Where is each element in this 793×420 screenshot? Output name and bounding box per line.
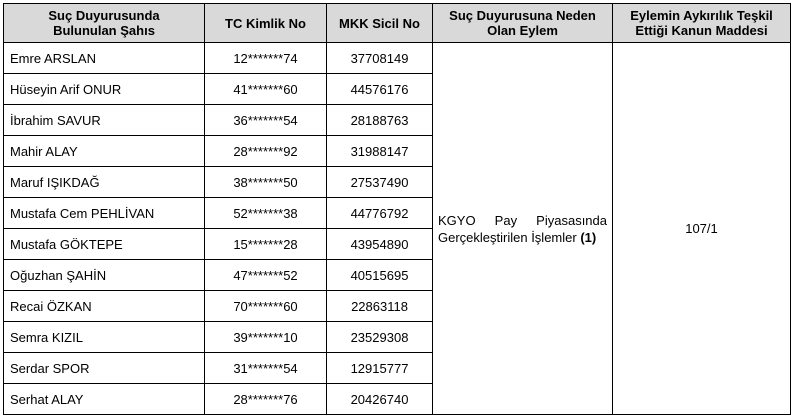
person-name: Serhat ALAY xyxy=(4,384,205,415)
mkk-number: 12915777 xyxy=(327,353,433,384)
mkk-number: 20426740 xyxy=(327,384,433,415)
tc-number: 70*******60 xyxy=(205,291,327,322)
person-name: Oğuzhan ŞAHİN xyxy=(4,260,205,291)
header-law-article xyxy=(613,4,791,43)
header-mkk-number: MKK Sicil No xyxy=(327,4,433,43)
law-article: 107/1 xyxy=(613,43,791,415)
mkk-number: 44776792 xyxy=(327,198,433,229)
mkk-number: 37708149 xyxy=(327,43,433,74)
act-footnote: (1) xyxy=(580,229,597,245)
header-law-line2: Ettiği Kanun Maddesi xyxy=(635,23,768,38)
tc-number: 52*******38 xyxy=(205,198,327,229)
act-description xyxy=(433,43,613,415)
header-act-line1: Suç Duyurusuna Neden xyxy=(449,8,596,23)
mkk-number: 31988147 xyxy=(327,136,433,167)
tc-number: 28*******76 xyxy=(205,384,327,415)
act-line1: KGYO Pay Piyasasında xyxy=(438,212,607,228)
mkk-number: 44576176 xyxy=(327,74,433,105)
tc-number: 39*******10 xyxy=(205,322,327,353)
tc-number: 15*******28 xyxy=(205,229,327,260)
person-name: İbrahim SAVUR xyxy=(4,105,205,136)
person-name: Emre ARSLAN xyxy=(4,43,205,74)
mkk-number: 43954890 xyxy=(327,229,433,260)
tc-number: 38*******50 xyxy=(205,167,327,198)
mkk-number: 22863118 xyxy=(327,291,433,322)
tc-number: 47*******52 xyxy=(205,260,327,291)
header-act-line2: Olan Eylem xyxy=(487,23,558,38)
person-name: Semra KIZIL xyxy=(4,322,205,353)
header-person-line2: Bulunulan Şahıs xyxy=(53,23,155,38)
header-person-line1: Suç Duyurusunda xyxy=(48,8,160,23)
header-tc-number: TC Kimlik No xyxy=(205,4,327,43)
act-line2: Gerçekleştirilen İşlemler xyxy=(438,229,577,245)
header-law-line1: Eylemin Aykırılık Teşkil xyxy=(630,8,773,23)
tc-number: 41*******60 xyxy=(205,74,327,105)
person-name: Mahir ALAY xyxy=(4,136,205,167)
person-name: Maruf IŞIKDAĞ xyxy=(4,167,205,198)
tc-number: 31*******54 xyxy=(205,353,327,384)
table-row xyxy=(4,43,791,74)
mkk-number: 27537490 xyxy=(327,167,433,198)
header-person xyxy=(4,4,205,43)
mkk-number: 23529308 xyxy=(327,322,433,353)
person-name: Hüseyin Arif ONUR xyxy=(4,74,205,105)
header-act xyxy=(433,4,613,43)
person-name: Serdar SPOR xyxy=(4,353,205,384)
person-name: Recai ÖZKAN xyxy=(4,291,205,322)
tc-number: 36*******54 xyxy=(205,105,327,136)
person-name: Mustafa Cem PEHLİVAN xyxy=(4,198,205,229)
suspects-table xyxy=(3,3,791,415)
mkk-number: 40515695 xyxy=(327,260,433,291)
tc-number: 12*******74 xyxy=(205,43,327,74)
mkk-number: 28188763 xyxy=(327,105,433,136)
header-row xyxy=(4,4,791,43)
tc-number: 28*******92 xyxy=(205,136,327,167)
person-name: Mustafa GÖKTEPE xyxy=(4,229,205,260)
